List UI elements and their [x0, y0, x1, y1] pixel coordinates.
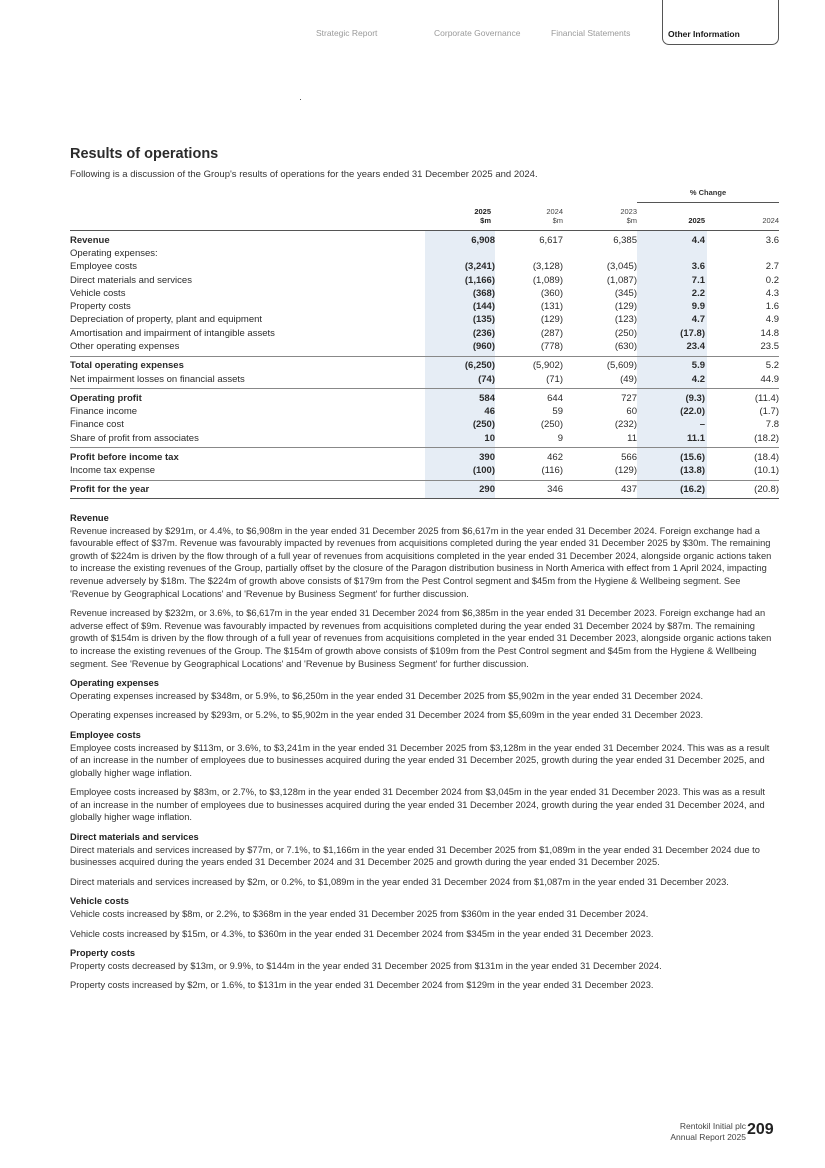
- row-label: Profit for the year: [70, 484, 150, 495]
- table-row: [70, 340, 779, 353]
- table-cell: 11: [627, 433, 637, 444]
- table-cell: (129): [614, 301, 637, 312]
- table-cell: 644: [547, 393, 563, 404]
- table-rule: [70, 388, 779, 389]
- table-cell: 44.9: [760, 374, 779, 385]
- table-row: [70, 373, 779, 386]
- table-cell: (49): [620, 374, 637, 385]
- table-cell: (250): [614, 328, 637, 339]
- table-cell: (11.4): [754, 393, 779, 404]
- tab-financial-statements[interactable]: Financial Statements: [551, 28, 631, 38]
- table-cell: 727: [621, 393, 637, 404]
- table-cell: 4.4: [691, 235, 705, 246]
- table-cell: (5,609): [606, 360, 637, 371]
- table-cell: 2.7: [765, 261, 779, 272]
- table-cell: 584: [479, 393, 495, 404]
- table-cell: 7.8: [765, 419, 779, 430]
- col-header-2024-change: 2024: [762, 216, 779, 225]
- row-label: Share of profit from associates: [70, 433, 199, 444]
- discussion-heading: Employee costs: [70, 729, 141, 740]
- discussion-heading: Revenue: [70, 513, 109, 523]
- row-label: Operating profit: [70, 393, 142, 404]
- table-cell: (129): [614, 465, 637, 476]
- table-cell: 10: [484, 433, 495, 444]
- table-rule: [70, 447, 779, 448]
- table-cell: (18.2): [754, 433, 779, 444]
- table-cell: 6,617: [539, 235, 563, 246]
- row-label: Profit before income tax: [70, 452, 179, 463]
- table-cell: 11.1: [687, 433, 705, 444]
- table-cell: (960): [472, 341, 495, 352]
- discussion-paragraph: Direct materials and services increased by $77m, or 7.1%, to $1,166m in the year ended 31 December 2025 from $1,089m in the year ended 31 December 2024 due to businesses acquired during the years ended 31 December 2024 and 31 December 2025 and growth during the year ended 31 December 2025.: [70, 844, 760, 868]
- table-cell: (360): [540, 288, 563, 299]
- table-cell: 390: [479, 452, 495, 463]
- table-cell: 5.9: [691, 360, 705, 371]
- row-label: Amortisation and impairment of intangible assets: [70, 328, 275, 339]
- table-row: [70, 287, 779, 300]
- table-cell: (71): [546, 374, 563, 385]
- footer-company: Rentokil Initial plc Annual Report 2025: [670, 1121, 746, 1142]
- table-cell: (1.7): [759, 406, 779, 417]
- table-cell: 3.6: [691, 261, 705, 272]
- discussion-paragraph: Property costs decreased by $13m, or 9.9%, to $144m in the year ended 31 December 2025 from $131m in the year ended 31 December 2024.: [70, 960, 662, 971]
- discussion-paragraph: Revenue increased by $291m, or 4.4%, to $6,908m in the year ended 31 December 2025 from $6,617m in the year ended 31 December 2024. Foreign exchange had a favourable effect of $37m. Revenue was favourably impacted by revenues from acquisitions completed during the year ended 31 December 2025 by $30m. The remaining growth of $224m is driven by the flow through of a full year of revenues from acquisitions completed in the year ended 31 December 2024, alongside organic actions taken to increase the existing revenues of the Group, partially offset by the closure of the Paragon distribution business in North America with effect from 1 April 2024, impacting revenue adversely by $18m. The $224m of growth above consists of $179m from the Pest Control segment and $45m from the Hygiene & Wellbeing segment. See 'Revenue by Geographical Locations' and 'Revenue by Business Segment' for further discussion.: [70, 525, 772, 599]
- row-label: Finance income: [70, 406, 138, 417]
- table-cell: (131): [540, 301, 563, 312]
- table-cell: (22.0): [680, 406, 705, 417]
- page-number: 209: [747, 1121, 774, 1138]
- table-cell: (129): [540, 314, 563, 325]
- row-label: Direct materials and services: [70, 275, 192, 286]
- table-cell: 462: [547, 452, 563, 463]
- pct-change-header: % Change: [637, 186, 779, 203]
- col-header-2023-amount: 2023 $m: [620, 207, 637, 225]
- table-row: [70, 483, 779, 496]
- table-cell: (236): [472, 328, 495, 339]
- table-cell: (5,902): [532, 360, 563, 371]
- discussion-paragraph: Operating expenses increased by $293m, or 5.2%, to $5,902m in the year ended 31 December 2024 from $5,609m in the year ended 31 December 2023.: [70, 710, 704, 721]
- col-header-2025-change: 2025: [688, 216, 705, 225]
- discussion-heading: Operating expenses: [70, 678, 159, 689]
- table-cell: 290: [479, 484, 495, 495]
- table-rule: [70, 480, 779, 481]
- row-label: Property costs: [70, 301, 131, 312]
- table-cell: (17.8): [680, 328, 705, 339]
- table-row: [70, 274, 779, 287]
- table-cell: 59: [552, 406, 563, 417]
- discussion-heading: Property costs: [70, 948, 136, 959]
- table-cell: (1,089): [532, 275, 563, 286]
- table-cell: 6,908: [471, 235, 495, 246]
- row-label: Operating expenses:: [70, 248, 158, 259]
- discussion-paragraph: Vehicle costs increased by $15m, or 4.3%, to $360m in the year ended 31 December 2024 from $345m in the year ended 31 December 2023.: [70, 928, 654, 939]
- row-label: Revenue: [70, 235, 110, 246]
- table-cell: (6,250): [464, 360, 495, 371]
- discussion-paragraph: Revenue increased by $232m, or 3.6%, to $6,617m in the year ended 31 December 2024 from $6,385m in the year ended 31 December 2023. Foreign exchange had an adverse effect of $9m. Revenue was favourably impacted by revenues from acquisitions completed during the year ended 31 December 2024 by $87m. The remaining growth of $154m is driven by the flow through of a full year of revenues from acquisitions completed in the year ended 31 December 2023, alongside organic actions taken to increase the existing revenues of the Group. The $154m of growth above consists of $109m from the Pest Control segment and $45m from the Hygiene & Wellbeing segment. See 'Revenue by Geographical Locations' and 'Revenue by Business Segment' for further discussion.: [70, 608, 772, 669]
- table-row: [70, 464, 779, 477]
- table-cell: (250): [472, 419, 495, 430]
- table-row: [70, 392, 779, 405]
- table-cell: 0.2: [765, 275, 779, 286]
- table-cell: (123): [614, 314, 637, 325]
- table-cell: (3,241): [464, 261, 495, 272]
- discussion-paragraph: Employee costs increased by $113m, or 3.6%, to $3,241m in the year ended 31 December 2025 from $3,128m in the year ended 31 December 2024. This was as a result of an increase in the number of employees due to businesses acquired during the year ended 31 December 2025, growth during the year ended 31 December 2025, and globally higher wage inflation.: [70, 742, 770, 778]
- section-nav: [0, 0, 825, 46]
- table-cell: 23.4: [686, 341, 705, 352]
- table-rule-top: [70, 230, 779, 231]
- table-cell: 60: [626, 406, 637, 417]
- table-cell: (250): [540, 419, 563, 430]
- table-row: [70, 260, 779, 273]
- col-header-2025-amount: 2025 $m: [474, 207, 491, 225]
- table-row: [70, 313, 779, 326]
- table-cell: 9: [557, 433, 563, 444]
- table-cell: 14.8: [760, 328, 779, 339]
- page-title: Results of operations: [70, 146, 219, 162]
- table-cell: 5.2: [765, 360, 779, 371]
- table-cell: (3,045): [606, 261, 637, 272]
- table-cell: (368): [472, 288, 495, 299]
- table-row: [70, 327, 779, 340]
- row-label: Finance cost: [70, 419, 124, 430]
- table-row: [70, 300, 779, 313]
- table-cell: 2.2: [691, 288, 705, 299]
- table-cell: 4.9: [765, 314, 779, 325]
- table-cell: 4.3: [765, 288, 779, 299]
- row-label: Other operating expenses: [70, 341, 180, 352]
- table-cell: (1,166): [464, 275, 495, 286]
- discussion-paragraph: Property costs increased by $2m, or 1.6%, to $131m in the year ended 31 December 2024 from $129m in the year ended 31 December 2023.: [70, 980, 654, 991]
- table-cell: 23.5: [760, 341, 779, 352]
- table-cell: (18.4): [754, 452, 779, 463]
- row-label: Income tax expense: [70, 465, 156, 476]
- table-cell: (778): [540, 341, 563, 352]
- table-row: [70, 359, 779, 372]
- row-label: Vehicle costs: [70, 288, 126, 299]
- table-row: [70, 418, 779, 431]
- table-row: [70, 451, 779, 464]
- page-subtitle: Following is a discussion of the Group's results of operations for the years ended 31 December 2025 and 2024.: [70, 169, 538, 180]
- tab-strategic-report[interactable]: Strategic Report: [316, 28, 378, 38]
- discussion-paragraph: Vehicle costs increased by $8m, or 2.2%, to $368m in the year ended 31 December 2025 from $360m in the year ended 31 December 2024.: [70, 909, 649, 920]
- table-rule-bottom: [70, 498, 779, 499]
- row-label: Depreciation of property, plant and equipment: [70, 314, 263, 325]
- table-cell: 3.6: [765, 235, 779, 246]
- row-label: Employee costs: [70, 261, 138, 272]
- col-header-2024-amount: 2024 $m: [546, 207, 563, 225]
- discussion-heading: Vehicle costs: [70, 896, 129, 907]
- table-cell: 566: [621, 452, 637, 463]
- table-rule: [70, 356, 779, 357]
- discussion-paragraph: Employee costs increased by $83m, or 2.7%, to $3,128m in the year ended 31 December 2024 from $3,045m in the year ended 31 December 2023. This was as a result of an increase in the number of employees due to businesses acquired during the year ended 31 December 2024, growth during the year ended 31 December 2024, and globally higher wage inflation.: [70, 787, 765, 823]
- table-cell: 1.6: [765, 301, 779, 312]
- table-cell: (287): [540, 328, 563, 339]
- table-row: [70, 405, 779, 418]
- table-cell: 46: [484, 406, 495, 417]
- table-cell: (232): [614, 419, 637, 430]
- table-cell: (135): [472, 314, 495, 325]
- table-cell: 437: [621, 484, 637, 495]
- table-cell: (345): [614, 288, 637, 299]
- table-cell: 6,385: [613, 235, 637, 246]
- discussion-paragraph: Operating expenses increased by $348m, or 5.9%, to $6,250m in the year ended 31 December 2025 from $5,902m in the year ended 31 December 2024.: [70, 690, 704, 701]
- table-cell: 4.2: [691, 374, 705, 385]
- table-cell: (630): [614, 341, 637, 352]
- table-cell: (15.6): [680, 452, 705, 463]
- table-cell: (3,128): [532, 261, 563, 272]
- row-label: Total operating expenses: [70, 360, 184, 371]
- tab-corporate-governance[interactable]: Corporate Governance: [434, 28, 521, 38]
- table-cell: (16.2): [680, 484, 705, 495]
- discussion-paragraph: Direct materials and services increased by $2m, or 0.2%, to $1,089m in the year ended 31 December 2024 from $1,087m in the year ended 31 December 2023.: [70, 876, 729, 887]
- table-cell: (20.8): [754, 484, 779, 495]
- table-cell: (74): [478, 374, 495, 385]
- table-row: [70, 432, 779, 445]
- table-cell: 9.9: [691, 301, 705, 312]
- table-row: [70, 247, 779, 260]
- table-cell: 346: [547, 484, 563, 495]
- stray-dot: [300, 99, 301, 100]
- tab-other-information[interactable]: Other Information: [668, 29, 740, 39]
- discussion-section: [70, 512, 775, 999]
- row-label: Net impairment losses on financial assets: [70, 374, 245, 385]
- table-cell: (9.3): [685, 393, 705, 404]
- table-cell: (116): [541, 465, 563, 476]
- table-cell: 4.7: [691, 314, 705, 325]
- table-cell: (1,087): [606, 275, 637, 286]
- table-cell: (144): [472, 301, 495, 312]
- table-cell: –: [699, 419, 705, 430]
- table-cell: 7.1: [691, 275, 705, 286]
- table-row: [70, 234, 779, 247]
- table-cell: (100): [472, 465, 495, 476]
- table-cell: (10.1): [754, 465, 779, 476]
- table-cell: (13.8): [680, 465, 705, 476]
- discussion-heading: Direct materials and services: [70, 832, 199, 843]
